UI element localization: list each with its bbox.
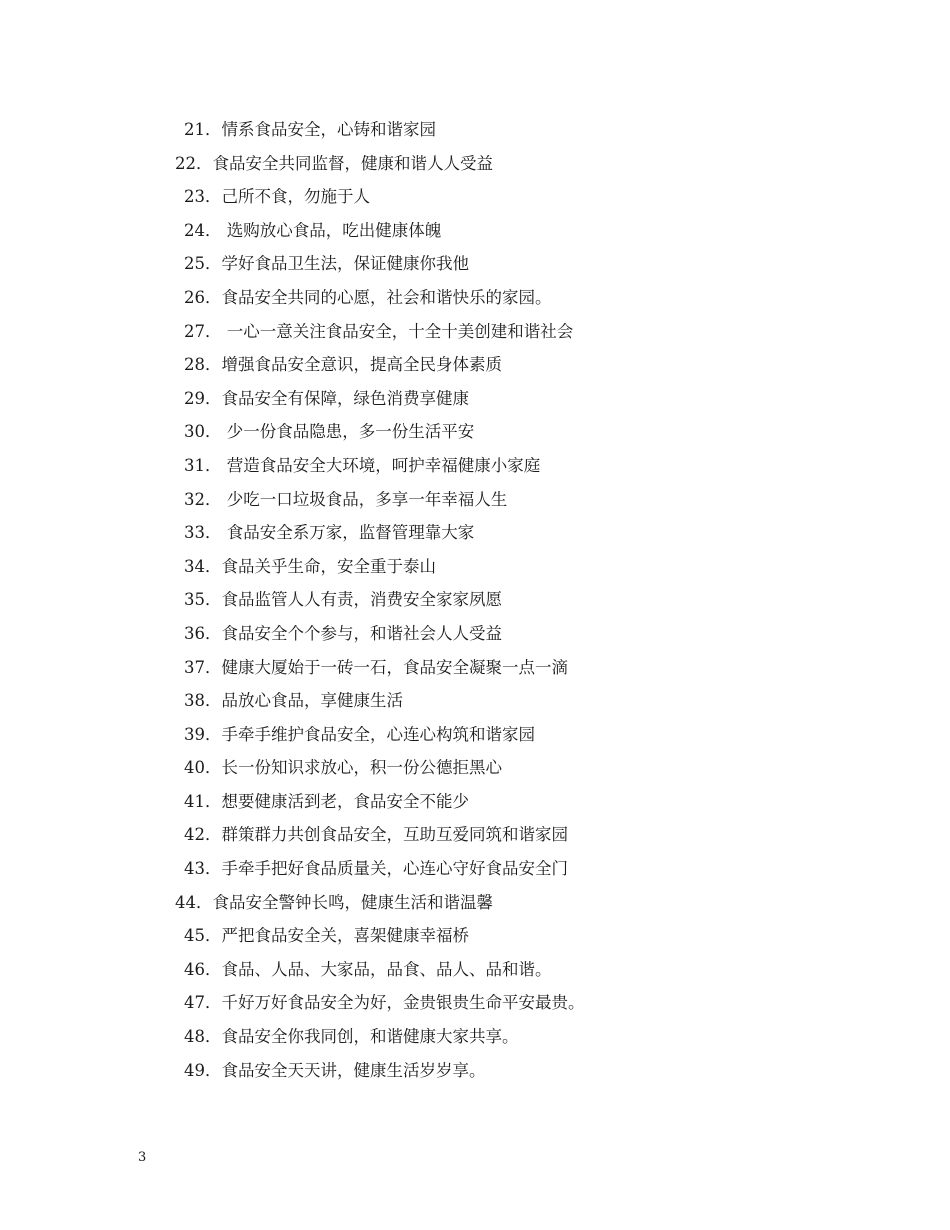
slogan-item: 37．健康大厦始于一砖一石，食品安全凝聚一点一滴 [184, 657, 568, 677]
slogan-list [0, 116, 950, 1090]
slogan-item: 34．食品关乎生命，安全重于泰山 [184, 556, 436, 576]
slogan-item: 39．手牵手维护食品安全，心连心构筑和谐家园 [184, 724, 535, 744]
slogan-item: 27． 一心一意关注食品安全，十全十美创建和谐社会 [184, 321, 574, 341]
slogan-item: 36．食品安全个个参与，和谐社会人人受益 [184, 623, 502, 643]
slogan-item: 42．群策群力共创食品安全，互助互爱同筑和谐家园 [184, 825, 568, 845]
slogan-item: 45．严把食品安全关，喜架健康幸福桥 [184, 926, 469, 946]
slogan-item: 46．食品、人品、大家品，品食、品人、品和谐。 [184, 959, 552, 979]
slogan-item: 23．己所不食，勿施于人 [184, 187, 370, 207]
slogan-item: 38．品放心食品，享健康生活 [184, 691, 403, 711]
slogan-item: 49．食品安全天天讲，健康生活岁岁享。 [184, 1060, 486, 1080]
slogan-item: 29．食品安全有保障，绿色消费享健康 [184, 388, 469, 408]
slogan-item: 47．千好万好食品安全为好，金贵银贵生命平安最贵。 [184, 993, 585, 1013]
slogan-item: 26．食品安全共同的心愿，社会和谐快乐的家园。 [184, 287, 552, 307]
slogan-item: 43．手牵手把好食品质量关，心连心守好食品安全门 [184, 859, 568, 879]
slogan-item: 28．增强食品安全意识，提高全民身体素质 [184, 355, 502, 375]
slogan-item: 48．食品安全你我同创，和谐健康大家共享。 [184, 1027, 519, 1047]
slogan-item: 22．食品安全共同监督，健康和谐人人受益 [175, 153, 493, 173]
slogan-item: 40．长一份知识求放心，积一份公德拒黑心 [184, 758, 502, 778]
slogan-item: 25．学好食品卫生法，保证健康你我他 [184, 254, 469, 274]
slogan-item: 21．情系食品安全，心铸和谐家园 [184, 120, 436, 139]
page-number: 3 [138, 1150, 147, 1165]
slogan-item: 33． 食品安全系万家，监督管理靠大家 [184, 523, 475, 543]
slogan-item: 35．食品监管人人有责，消费安全家家夙愿 [184, 590, 502, 610]
slogan-item: 24． 选购放心食品，吃出健康体魄 [184, 220, 442, 240]
slogan-item: 30． 少一份食品隐患，多一份生活平安 [184, 422, 475, 442]
slogan-item: 44．食品安全警钟长鸣，健康生活和谐温馨 [175, 892, 493, 912]
slogan-item: 41．想要健康活到老，食品安全不能少 [184, 791, 469, 811]
slogan-item: 32． 少吃一口垃圾食品，多享一年幸福人生 [184, 489, 508, 509]
slogan-item: 31． 营造食品安全大环境，呵护幸福健康小家庭 [184, 455, 541, 475]
